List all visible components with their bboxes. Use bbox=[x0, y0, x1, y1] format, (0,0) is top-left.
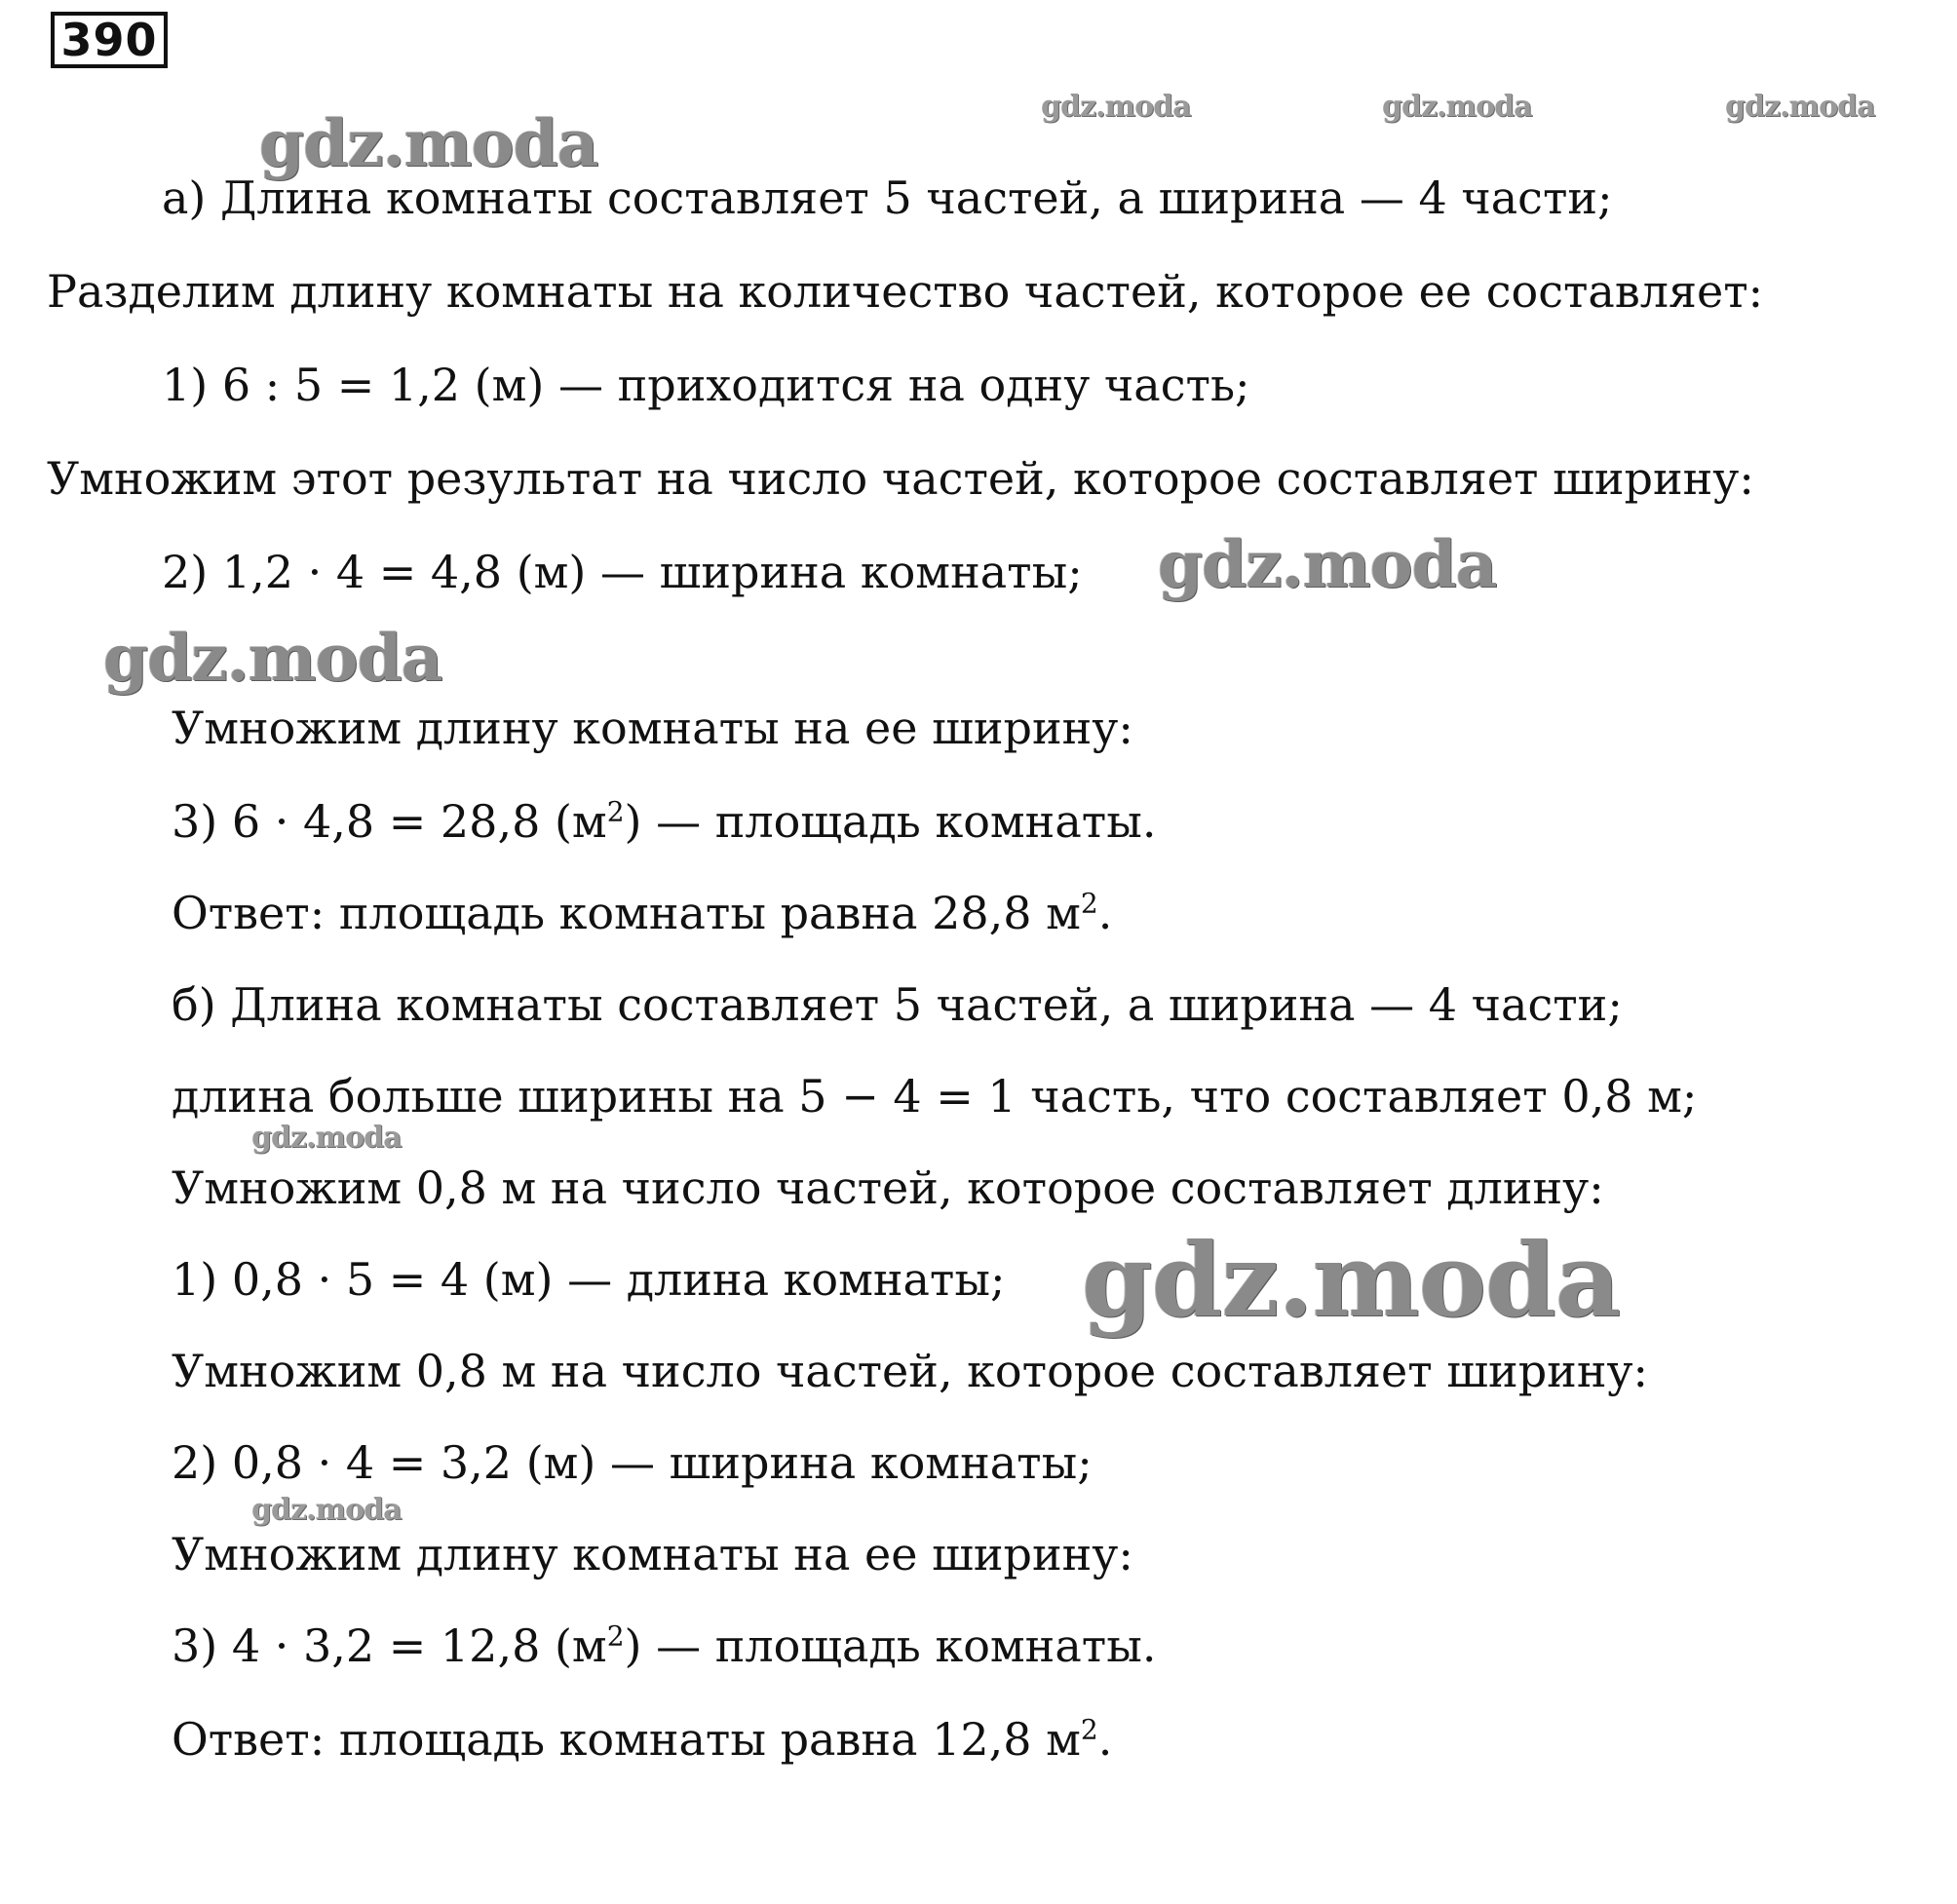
answer-text: Ответ: площадь комнаты равна 12,8 м bbox=[172, 1713, 1081, 1766]
problem-number: 390 bbox=[51, 12, 168, 68]
answer-text: Ответ: площадь комнаты равна 28,8 м bbox=[172, 887, 1081, 939]
superscript: 2 bbox=[1080, 1713, 1098, 1746]
text-line: Умножим этот результат на число частей, которое составляет ширину: bbox=[47, 452, 1754, 505]
watermark: gdz.moda bbox=[1082, 1220, 1621, 1340]
watermark: gdz.moda bbox=[1382, 90, 1532, 124]
formula-text: 3) 4 · 3,2 = 12,8 (м bbox=[172, 1619, 607, 1672]
text-line: Умножим длину комнаты на ее ширину: bbox=[172, 702, 1133, 754]
text-line: а) Длина комнаты составляет 5 частей, а ширина — 4 части; bbox=[162, 171, 1613, 224]
superscript: 2 bbox=[1080, 887, 1098, 920]
watermark: gdz.moda bbox=[259, 105, 598, 181]
text-line: Разделим длину комнаты на количество частей, которое ее составляет: bbox=[47, 265, 1764, 318]
watermark: gdz.moda bbox=[1041, 90, 1191, 124]
formula-text: 3) 6 · 4,8 = 28,8 (м bbox=[172, 795, 607, 848]
superscript: 2 bbox=[606, 795, 625, 828]
text-line bbox=[172, 791, 1156, 852]
watermark: gdz.moda bbox=[103, 620, 442, 696]
text-line bbox=[172, 883, 1112, 943]
formula-text: ) — площадь комнаты. bbox=[624, 1619, 1157, 1672]
text-line bbox=[172, 1616, 1156, 1676]
text-line: Умножим 0,8 м на число частей, которое составляет длину: bbox=[172, 1161, 1604, 1214]
answer-text: . bbox=[1097, 1713, 1113, 1766]
watermark: gdz.moda bbox=[1158, 526, 1497, 602]
watermark: gdz.moda bbox=[251, 1493, 402, 1527]
formula-text: ) — площадь комнаты. bbox=[624, 795, 1157, 848]
text-line: б) Длина комнаты составляет 5 частей, а ширина — 4 части; bbox=[172, 978, 1623, 1031]
superscript: 2 bbox=[606, 1619, 625, 1653]
text-line: длина больше ширины на 5 − 4 = 1 часть, что составляет 0,8 м; bbox=[172, 1070, 1698, 1123]
answer-text: . bbox=[1097, 887, 1113, 939]
text-line: 1) 0,8 · 5 = 4 (м) — длина комнаты; bbox=[172, 1253, 1006, 1306]
watermark: gdz.moda bbox=[251, 1121, 402, 1155]
text-line: Умножим 0,8 м на число частей, которое составляет ширину: bbox=[172, 1345, 1649, 1397]
watermark: gdz.moda bbox=[1725, 90, 1875, 124]
text-line: 2) 1,2 · 4 = 4,8 (м) — ширина комнаты; bbox=[162, 546, 1083, 598]
text-line: 2) 0,8 · 4 = 3,2 (м) — ширина комнаты; bbox=[172, 1436, 1093, 1489]
text-line bbox=[172, 1709, 1112, 1770]
text-line: 1) 6 : 5 = 1,2 (м) — приходится на одну часть; bbox=[162, 359, 1250, 411]
text-line: Умножим длину комнаты на ее ширину: bbox=[172, 1528, 1133, 1580]
